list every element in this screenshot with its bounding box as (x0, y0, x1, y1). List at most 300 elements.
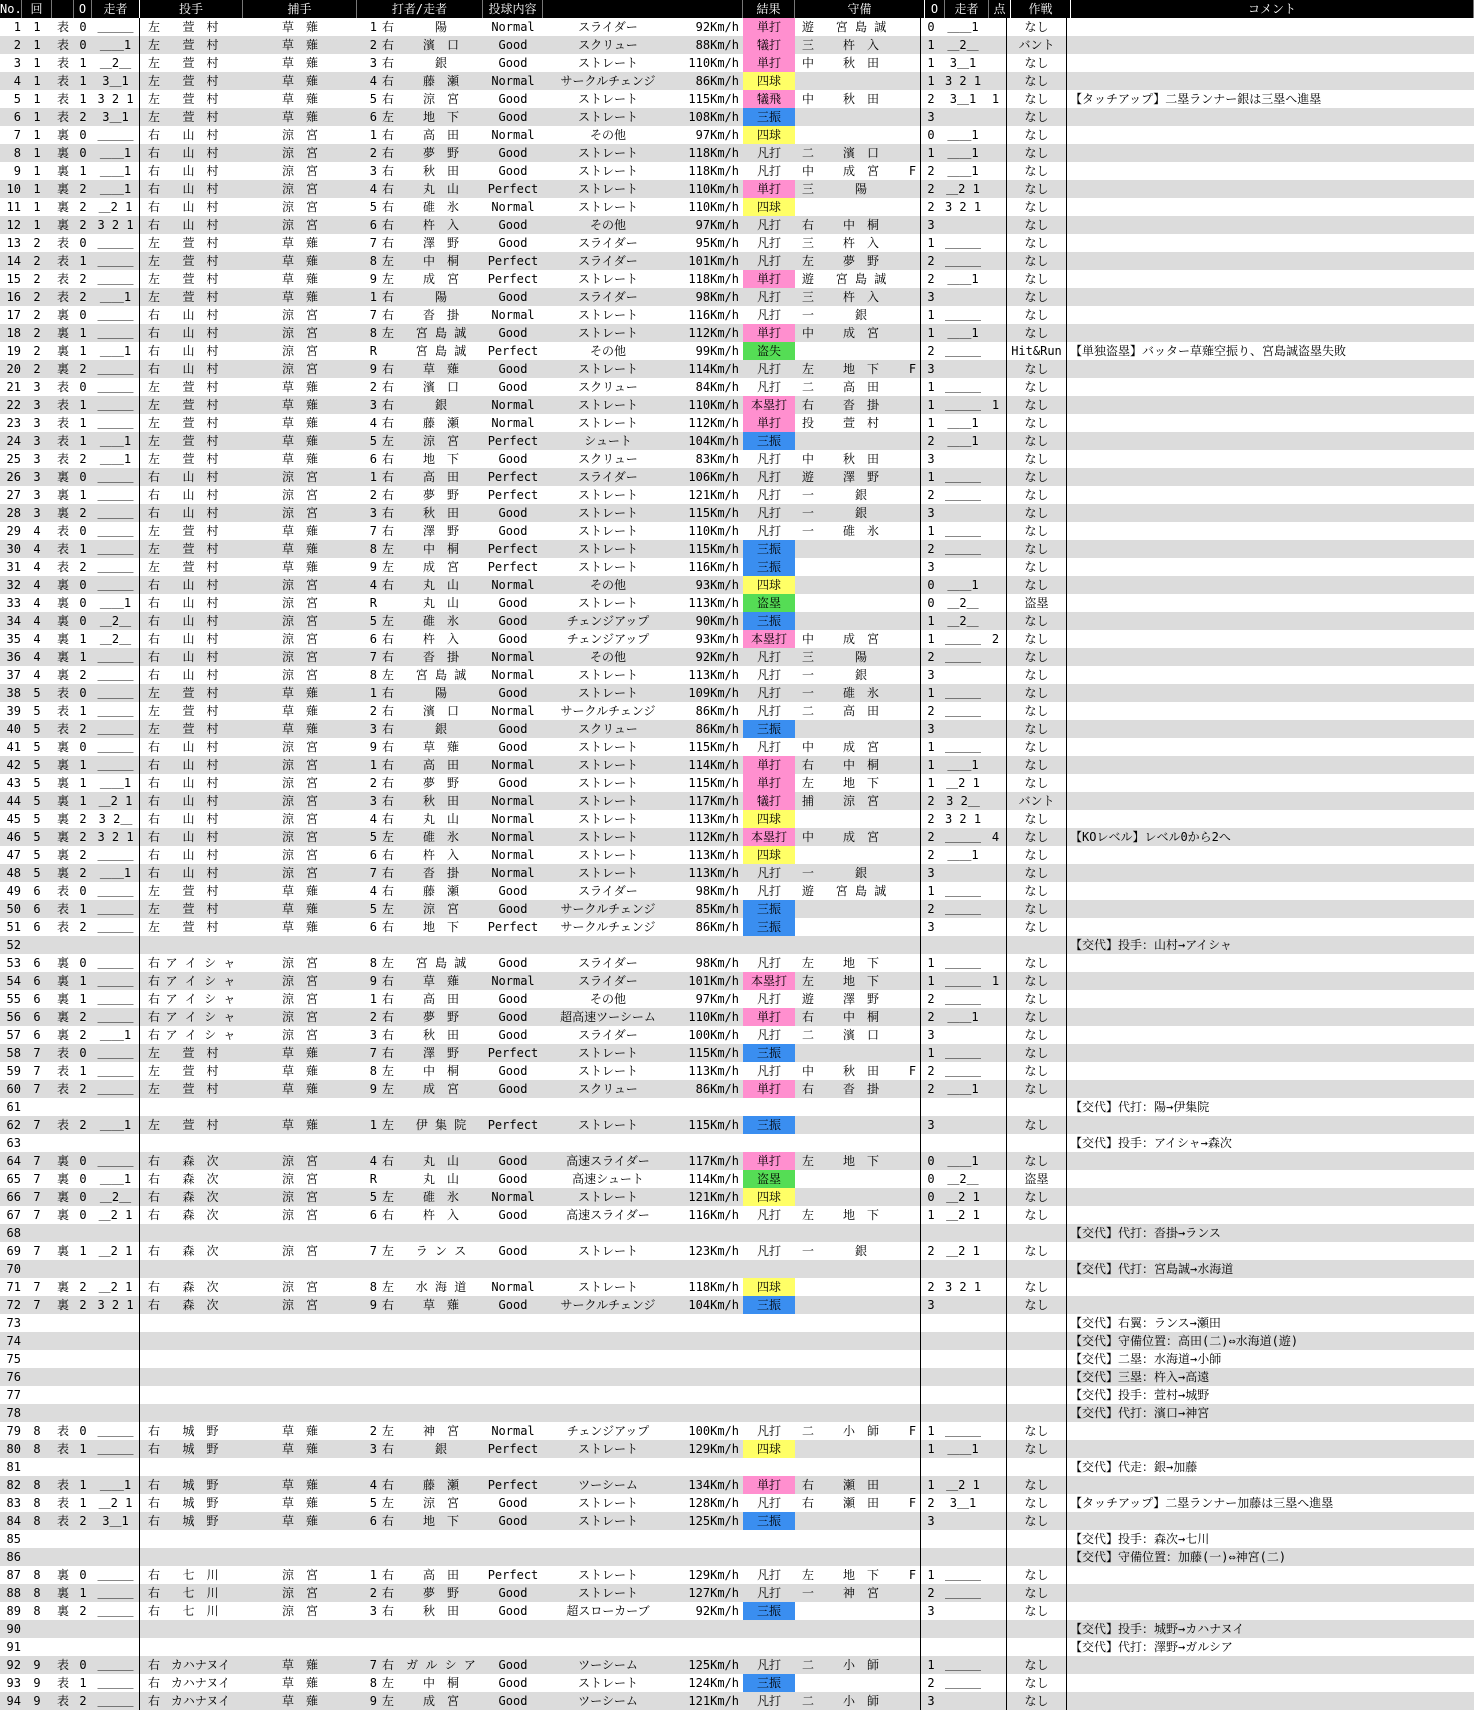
table-header (0, 0, 1474, 18)
batting-order-cell: 2 (369, 704, 377, 718)
points-cell (985, 936, 1007, 954)
table-row (0, 234, 1474, 252)
catcher-cell: 草 薙 (281, 1496, 318, 1510)
runner-cell: ＿＿＿ (92, 1152, 140, 1170)
out-count-cell (74, 1314, 92, 1332)
row-no: 90 (6, 1622, 21, 1636)
inning-cell: 4 (33, 596, 41, 610)
points-cell (985, 990, 1007, 1008)
result-cell (743, 1638, 795, 1656)
batter-side-cell (377, 1134, 399, 1152)
pitcher-hand-cell: 右 (148, 650, 161, 664)
play-call-cell: バント (1007, 36, 1067, 54)
out-count-cell (74, 1404, 92, 1422)
play-call-cell: なし (1007, 828, 1067, 846)
fielder-position-cell: 二 (801, 146, 814, 160)
batter-cell: 宮 島 誠 (415, 326, 467, 340)
batter-side-cell: 右 (381, 740, 394, 754)
pitch-level-cell: Good (498, 776, 528, 790)
pitch-level-cell: Perfect (487, 542, 539, 556)
pitch-speed-cell: 98Km/h (695, 884, 739, 898)
result-cell: 単打 (743, 1476, 795, 1494)
batter-side-cell (377, 1548, 399, 1566)
result-cell: 凡打 (756, 866, 781, 880)
points-cell: 4 (985, 828, 1007, 846)
pitch-speed-cell: 117Km/h (688, 1154, 739, 1168)
table-row (0, 774, 1474, 792)
half-cell (52, 1314, 74, 1332)
result-cell: 凡打 (756, 380, 781, 394)
fielder-position-cell: 一 (801, 524, 814, 538)
batter-cell: 杵 入 (422, 1208, 459, 1222)
batter-side-cell: 右 (381, 650, 394, 664)
table-row (0, 108, 1474, 126)
pitcher-cell: 山 村 (182, 668, 219, 682)
pitch-type-cell: スライダー (578, 884, 638, 898)
inning-cell: 3 (33, 506, 41, 520)
play-call-cell: なし (1007, 108, 1067, 126)
after-out-cell: 2 (927, 488, 935, 502)
out-count-cell: 0 (79, 308, 87, 322)
catcher-cell (243, 1350, 357, 1368)
pitch-speed-cell: 104Km/h (688, 1298, 739, 1312)
fielder-position-cell: 三 (801, 38, 814, 52)
pitcher-cell: 山 村 (182, 794, 219, 808)
pitcher-cell: 山 村 (182, 200, 219, 214)
batter-cell: 成 宮 (422, 1694, 459, 1708)
points-cell (985, 954, 1007, 972)
pitcher-hand-cell: 右 (148, 218, 161, 232)
fielder-name-cell (817, 1098, 905, 1116)
fly-flag-cell (905, 18, 921, 36)
after-runner-cell (941, 1224, 985, 1242)
pitcher-hand-cell (140, 1386, 158, 1404)
points-cell (985, 846, 1007, 864)
row-no: 37 (6, 668, 21, 682)
batting-order-cell: 1 (369, 1568, 377, 1582)
batter-cell: 宮 島 誠 (415, 668, 467, 682)
pitch-level-cell: Normal (491, 650, 535, 664)
after-runner-cell (941, 864, 985, 882)
pitcher-cell: 山 村 (182, 362, 219, 376)
inning-cell: 3 (33, 434, 41, 448)
pitch-level-cell: Good (498, 1010, 528, 1024)
pitcher-cell: 山 村 (182, 812, 219, 826)
fly-flag-cell (905, 1548, 921, 1566)
row-no: 64 (6, 1154, 21, 1168)
pitch-type-cell: ストレート (577, 416, 638, 430)
pitch-type-cell: ストレート (577, 488, 638, 502)
half-cell: 表 (56, 290, 69, 304)
play-call-cell (1007, 1368, 1067, 1386)
after-out-cell: 1 (927, 740, 935, 754)
row-no: 41 (6, 740, 21, 754)
pitch-speed-cell: 98Km/h (695, 956, 739, 970)
pitcher-cell: 山 村 (182, 596, 219, 610)
catcher-cell: 涼 宮 (281, 848, 318, 862)
pitcher-hand-cell: 左 (148, 722, 161, 736)
after-out-cell: 2 (927, 200, 935, 214)
result-cell: 単打 (743, 54, 795, 72)
table-row (0, 1206, 1474, 1224)
pitcher-cell (158, 1260, 243, 1278)
batting-order-cell (357, 1530, 377, 1548)
pitch-level-cell: Good (498, 722, 528, 736)
fielder-name-cell: 銀 (854, 1244, 867, 1258)
fielder-name-cell: 銀 (854, 488, 867, 502)
points-cell (985, 1188, 1007, 1206)
pitcher-hand-cell: 左 (148, 1046, 161, 1060)
after-runner-cell: ＿＿＿ (944, 488, 981, 502)
table-row (0, 1044, 1474, 1062)
inning-cell: 4 (33, 614, 41, 628)
catcher-cell: 草 薙 (281, 38, 318, 52)
after-runner-cell: ＿2 1 (946, 1208, 980, 1222)
pitch-speed-cell: 110Km/h (688, 182, 739, 196)
row-no: 54 (6, 974, 21, 988)
after-out-cell: 2 (927, 1244, 935, 1258)
table-row (0, 864, 1474, 882)
batting-order-cell (357, 1224, 377, 1242)
pitch-level-cell: Normal (491, 1280, 535, 1294)
pitch-speed-cell: 100Km/h (688, 1028, 739, 1042)
comment-cell (1067, 900, 1474, 918)
pitcher-hand-cell: 左 (148, 110, 161, 124)
pitch-speed-cell: 116Km/h (688, 308, 739, 322)
pitcher-cell: ア イ シ ャ (165, 992, 236, 1006)
half-cell: 表 (56, 704, 69, 718)
play-call-cell (1007, 1548, 1067, 1566)
pitch-level-cell: Good (498, 1172, 528, 1186)
header-result: 結果 (743, 0, 795, 18)
after-out-cell: 1 (927, 38, 935, 52)
comment-cell (1067, 990, 1474, 1008)
play-call-cell: なし (1007, 648, 1067, 666)
pitcher-cell: 山 村 (182, 128, 219, 142)
row-no: 74 (6, 1334, 21, 1348)
after-runner-cell: 3 2 1 (944, 200, 982, 214)
after-out-cell (921, 1458, 941, 1476)
fielder-position-cell: 一 (801, 866, 814, 880)
out-count-cell: 0 (79, 1568, 87, 1582)
pitch-type-cell: ストレート (577, 524, 638, 538)
result-cell: 凡打 (756, 1208, 781, 1222)
pitch-type-cell: ストレート (577, 758, 638, 772)
batting-order-cell: 4 (369, 578, 377, 592)
fielder-name-cell: 秋 田 (842, 452, 879, 466)
points-cell (985, 450, 1007, 468)
inning-cell: 6 (33, 902, 41, 916)
comment-cell (1067, 1656, 1474, 1674)
pitch-speed-cell: 114Km/h (688, 1172, 739, 1186)
fly-flag-cell (905, 756, 921, 774)
points-cell (985, 720, 1007, 738)
row-no: 46 (6, 830, 21, 844)
runner-cell (92, 1332, 140, 1350)
after-runner-cell: ＿＿1 (947, 326, 979, 340)
batter-side-cell (377, 936, 399, 954)
pitch-type-cell: ストレート (577, 110, 638, 124)
pitch-speed-cell: 98Km/h (695, 290, 739, 304)
runner-cell: ＿＿＿ (92, 954, 140, 972)
fly-flag-cell (905, 1530, 921, 1548)
comment-cell (1067, 450, 1474, 468)
pitcher-cell: 山 村 (182, 830, 219, 844)
header-catcher: 捕手 (243, 0, 357, 18)
inning-cell (22, 1350, 52, 1368)
after-out-cell: 2 (927, 1586, 935, 1600)
pitch-level-cell (483, 1386, 543, 1404)
half-cell: 裏 (56, 164, 69, 178)
batter-side-cell: 左 (381, 1064, 394, 1078)
runner-cell: ＿＿1 (92, 1116, 140, 1134)
after-out-cell: 1 (927, 1568, 935, 1582)
batting-order-cell: 5 (369, 1190, 377, 1204)
after-runner-cell: ＿＿＿ (944, 542, 981, 556)
pitch-speed-cell: 121Km/h (688, 1694, 739, 1708)
fielder-position-cell (795, 1044, 817, 1062)
pitch-type-cell: ストレート (577, 560, 638, 574)
batter-cell: 澤 野 (422, 236, 459, 250)
play-call-cell: なし (1007, 360, 1067, 378)
row-no: 42 (6, 758, 21, 772)
fly-flag-cell (905, 1116, 921, 1134)
pitch-speed-cell: 110Km/h (688, 398, 739, 412)
pitch-type-cell (543, 1134, 673, 1152)
pitch-level-cell: Normal (491, 794, 535, 808)
row-no: 2 (13, 38, 21, 52)
batting-order-cell: 6 (369, 110, 377, 124)
points-cell (985, 108, 1007, 126)
pitch-level-cell: Good (498, 1208, 528, 1222)
pitch-speed-cell (673, 1638, 743, 1656)
points-cell (985, 468, 1007, 486)
inning-cell (22, 1098, 52, 1116)
fly-flag-cell (905, 1476, 921, 1494)
runner-cell: ＿＿＿ (92, 1008, 140, 1026)
play-call-cell: なし (1007, 576, 1067, 594)
after-runner-cell: ＿＿1 (947, 1082, 979, 1096)
half-cell: 裏 (56, 650, 69, 664)
pitcher-cell: 萱 村 (182, 92, 219, 106)
runner-cell (92, 1458, 140, 1476)
fielder-position-cell (795, 1116, 817, 1134)
pitch-level-cell: Perfect (487, 470, 539, 484)
batter-side-cell: 右 (381, 812, 394, 826)
points-cell (985, 1548, 1007, 1566)
header-defense: 守備 (795, 0, 925, 18)
points-cell (985, 666, 1007, 684)
pitch-type-cell: スクリュー (578, 380, 638, 394)
table-row (0, 342, 1474, 360)
comment-cell (1067, 594, 1474, 612)
batter-side-cell: 右 (381, 848, 394, 862)
fielder-position-cell (795, 540, 817, 558)
pitch-type-cell: 高速シュート (572, 1172, 644, 1186)
after-out-cell: 1 (927, 758, 935, 772)
batter-cell: 夢 野 (422, 146, 459, 160)
after-out-cell: 1 (927, 686, 935, 700)
half-cell: 裏 (56, 812, 69, 826)
batting-order-cell: 3 (369, 164, 377, 178)
runner-cell: ＿＿＿ (92, 378, 140, 396)
pitcher-cell: 山 村 (182, 326, 219, 340)
pitch-level-cell: Normal (491, 758, 535, 772)
batter-cell: 伊 集 院 (415, 1118, 467, 1132)
inning-cell: 7 (33, 1118, 41, 1132)
pitcher-hand-cell (140, 1350, 158, 1368)
pitcher-cell: 萱 村 (182, 542, 219, 556)
fielder-name-cell (817, 1332, 905, 1350)
fielder-name-cell: 瀬 田 (842, 1496, 879, 1510)
fly-flag-cell (905, 306, 921, 324)
result-cell: 凡打 (756, 1586, 781, 1600)
pitch-level-cell (483, 1404, 543, 1422)
pitch-level-cell: Good (498, 956, 528, 970)
batter-side-cell: 右 (381, 290, 394, 304)
batter-cell: 地 下 (422, 452, 459, 466)
pitch-level-cell: Normal (491, 200, 535, 214)
pitch-speed-cell: 116Km/h (688, 560, 739, 574)
pitcher-cell: 森 次 (182, 1208, 219, 1222)
out-count-cell: 1 (79, 488, 87, 502)
out-count-cell: 0 (79, 128, 87, 142)
half-cell (52, 1638, 74, 1656)
comment-cell (1067, 720, 1474, 738)
after-runner-cell: 3＿1 (949, 92, 977, 106)
batter-side-cell: 左 (381, 1118, 394, 1132)
table-row (0, 1008, 1474, 1026)
pitch-type-cell: ストレート (577, 1442, 638, 1456)
out-count-cell: 2 (79, 920, 87, 934)
pitch-speed-cell (673, 1368, 743, 1386)
pitch-level-cell: Perfect (487, 1046, 539, 1060)
batter-side-cell (377, 342, 399, 360)
table-row (0, 54, 1474, 72)
comment-cell: 【タッチアップ】二塁ランナー加藤は三塁へ進塁 (1070, 1496, 1334, 1510)
pitch-type-cell (543, 1098, 673, 1116)
comment-cell: 【交代】代走：銀→加藤 (1070, 1460, 1198, 1474)
play-call-cell: なし (1007, 1026, 1067, 1044)
batter-side-cell: 右 (381, 182, 394, 196)
row-no: 71 (6, 1280, 21, 1294)
inning-cell: 1 (33, 92, 41, 106)
result-cell (743, 1098, 795, 1116)
batting-order-cell: 9 (369, 740, 377, 754)
comment-cell: 【タッチアップ】二塁ランナー銀は三塁へ進塁 (1070, 92, 1322, 106)
fielder-name-cell: 成 宮 (842, 326, 879, 340)
after-runner-cell: ＿＿＿ (944, 1046, 981, 1060)
fly-flag-cell (905, 792, 921, 810)
pitch-speed-cell: 109Km/h (688, 686, 739, 700)
batter-cell (399, 1530, 483, 1548)
inning-cell: 9 (33, 1694, 41, 1708)
half-cell: 表 (56, 1478, 69, 1492)
runner-cell (92, 936, 140, 954)
table-row (0, 1584, 1474, 1602)
pitcher-cell (158, 1224, 243, 1242)
fielder-name-cell (817, 1134, 905, 1152)
batter-cell: 銀 (434, 1442, 447, 1456)
batter-side-cell: 左 (381, 272, 394, 286)
out-count-cell: 1 (79, 794, 87, 808)
batter-side-cell: 左 (381, 668, 394, 682)
after-out-cell: 0 (927, 128, 935, 142)
after-runner-cell: 3 2 1 (944, 1280, 982, 1294)
after-out-cell: 1 (927, 236, 935, 250)
runner-cell: ＿＿＿ (92, 1566, 140, 1584)
pitcher-hand-cell (140, 1458, 158, 1476)
pitcher-cell: ア イ シ ャ (165, 1010, 236, 1024)
catcher-cell: 涼 宮 (281, 1172, 318, 1186)
fly-flag-cell (905, 1044, 921, 1062)
points-cell (985, 1404, 1007, 1422)
batter-side-cell: 左 (381, 1082, 394, 1096)
header-pitch-detail (543, 0, 743, 18)
batter-cell: ガ ル シ ア (406, 1658, 476, 1672)
pitch-type-cell: ストレート (577, 1586, 638, 1600)
points-cell (985, 1656, 1007, 1674)
pitch-speed-cell: 112Km/h (688, 326, 739, 340)
table-row (0, 1296, 1474, 1314)
row-no: 56 (6, 1010, 21, 1024)
fly-flag-cell (905, 1656, 921, 1674)
out-count-cell: 2 (79, 1514, 87, 1528)
pitch-speed-cell: 113Km/h (688, 812, 739, 826)
fielder-position-cell (795, 1188, 817, 1206)
pitch-level-cell: Good (498, 1514, 528, 1528)
catcher-cell: 涼 宮 (281, 596, 318, 610)
out-count-cell: 0 (79, 380, 87, 394)
catcher-cell: 草 薙 (281, 542, 318, 556)
batting-order-cell (357, 1548, 377, 1566)
fielder-name-cell (817, 558, 905, 576)
out-count-cell: 2 (79, 830, 87, 844)
after-runner-cell: ＿＿1 (947, 1442, 979, 1456)
pitch-level-cell: Perfect (487, 1568, 539, 1582)
result-cell: 単打 (743, 756, 795, 774)
batter-side-cell: 左 (381, 254, 394, 268)
half-cell (52, 1386, 74, 1404)
catcher-cell: 涼 宮 (281, 776, 318, 790)
half-cell (52, 1134, 74, 1152)
row-no: 63 (6, 1136, 21, 1150)
catcher-cell (243, 1224, 357, 1242)
pitch-level-cell: Perfect (487, 254, 539, 268)
out-count-cell: 2 (79, 668, 87, 682)
pitch-level-cell: Good (498, 218, 528, 232)
pitch-level-cell: Good (498, 110, 528, 124)
pitcher-cell: 萱 村 (182, 560, 219, 574)
out-count-cell: 0 (79, 578, 87, 592)
row-no: 70 (6, 1262, 21, 1276)
inning-cell (22, 1314, 52, 1332)
inning-cell: 1 (33, 38, 41, 52)
row-no: 32 (6, 578, 21, 592)
batting-order-cell: 9 (369, 272, 377, 286)
after-runner-cell: ＿2＿ (947, 596, 979, 610)
fielder-name-cell (817, 1044, 905, 1062)
pitch-type-cell: ストレート (577, 1244, 638, 1258)
row-no: 83 (6, 1496, 21, 1510)
pitch-type-cell (543, 1530, 673, 1548)
batter-cell: 高 田 (422, 128, 459, 142)
fielder-position-cell: 左 (801, 974, 814, 988)
play-call-cell: なし (1007, 162, 1067, 180)
fly-flag-cell (905, 1458, 921, 1476)
pitch-speed-cell: 113Km/h (688, 668, 739, 682)
pitch-level-cell: Good (498, 236, 528, 250)
